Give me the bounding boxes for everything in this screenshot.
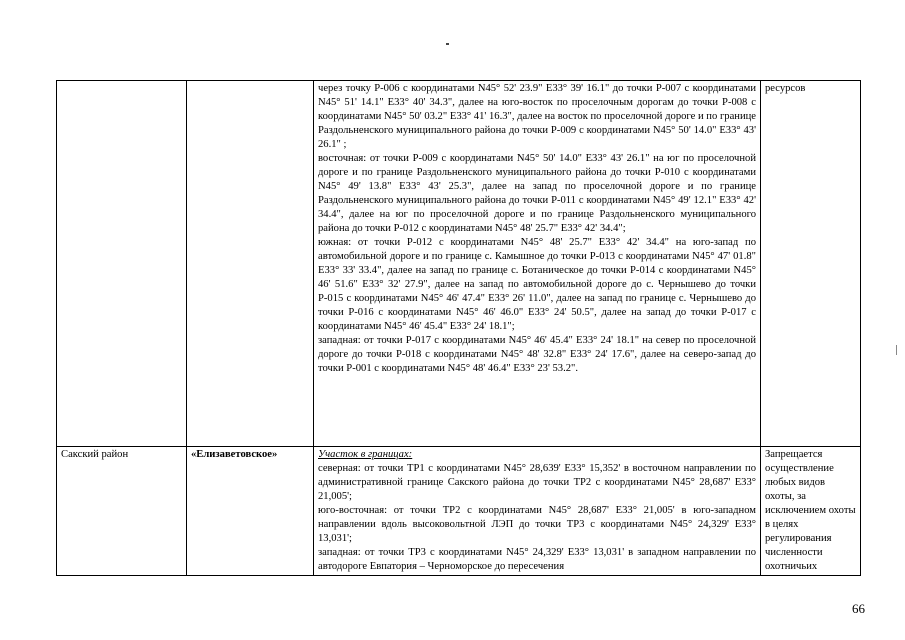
boundary-paragraph: северная: от точки ТР1 с координатами N45° 28,639' E33° 15,352' в восточном направлении по административной границе Сакского района до точки ТР2 с координатами N45° 28,687' E33° 21,005';: [318, 463, 756, 502]
table-row: [57, 447, 861, 576]
district-cell: Сакский район: [57, 447, 187, 576]
boundary-paragraph: западная: от точки ТР3 с координатами N45° 24,329' E33° 13,031' в западном направлении по автодороге Евпатория – Черноморское до пересечения: [318, 547, 756, 572]
table-row: [57, 81, 861, 447]
hunting-areas-table: [56, 80, 861, 576]
boundary-paragraph: юго-восточная: от точки ТР2 с координатами N45° 28,687' E33° 21,005' в юго-западном направлении вдоль высоковольтной ЛЭП до точки ТР3 с координатами N45° 24,329' E33° 13,031';: [318, 505, 756, 544]
area-name-cell: [187, 81, 314, 447]
boundary-paragraph: южная: от точки Р-012 с координатами N45° 48' 25.7" E33° 42' 34.4" на юго-запад по автомобильной дороге и по границе с. Камышное до точки Р-013 с координатами N45° 47' 01.8" E33° 33' 33.4", далее на запад по границе с. Ботаническое до точки Р-014 с координатами N45° 46' 51.6" E33° 32' 27.9", далее на запад по автомобильной дороге до с. Чернышево до точки Р-015 с координатами N45° 46' 47.4" E33° 26' 11.0", далее на запад по границе с. Чернышево до точки Р-016 с координатами N45° 46' 46.0" E33° 24' 50.5", далее на запад до точки Р-017 с координатами N45° 46' 45.4" E33° 24' 18.1";: [318, 237, 756, 332]
margin-mark: [896, 345, 897, 355]
area-name-cell: «Елизаветовское»: [187, 447, 314, 576]
restriction-cell: ресурсов: [761, 81, 861, 447]
scan-mark: [446, 43, 449, 45]
boundary-description-cell: [314, 81, 761, 447]
restriction-cell: Запрещается осуществление любых видов охоты, за исключением охоты в целях регулирования численности охотничьих: [761, 447, 861, 576]
district-cell: [57, 81, 187, 447]
boundary-paragraph: западная: от точки Р-017 с координатами N45° 46' 45.4" E33° 24' 18.1" на север по проселочной дороге до точки Р-018 с координатами N45° 48' 32.8" E33° 24' 17.6", далее на северо-запад до точки Р-001 с координатами N45° 48' 46.4" E33° 23' 53.2".: [318, 335, 756, 374]
boundary-paragraph: через точку Р-006 с координатами N45° 52' 23.9" E33° 39' 16.1" до точки Р-007 с координатами N45° 51' 14.1" E33° 40' 34.3", далее на юго-восток по проселочным дорогам до точки Р-008 с координатами N45° 50' 03.2" E33° 41' 16.3", далее на восток по проселочной дороге и по границе Раздольненского муниципального района до точки Р-009 с координатами N45° 50' 14.0" E33° 43' 26.1" ;: [318, 83, 756, 150]
section-heading: Участок в границах:: [318, 449, 413, 460]
boundary-paragraph: восточная: от точки Р-009 с координатами N45° 50' 14.0" E33° 43' 26.1" на юг по проселочной дороге и по границе Раздольненского муниципального района до точки Р-010 с координатами N45° 49' 13.8" E33° 43' 25.3", далее на запад по проселочной дороге и по границе Раздольненского муниципального района до точки Р-011 с координатами N45° 49' 12.1" E33° 42' 34.4", далее на юг по проселочной дороге и по границе Раздольненского муниципального района до точки Р-012 с координатами N45° 48' 25.7" E33° 42' 34.4";: [318, 153, 756, 234]
page-number: 66: [852, 601, 865, 616]
boundary-description-cell: [314, 447, 761, 576]
